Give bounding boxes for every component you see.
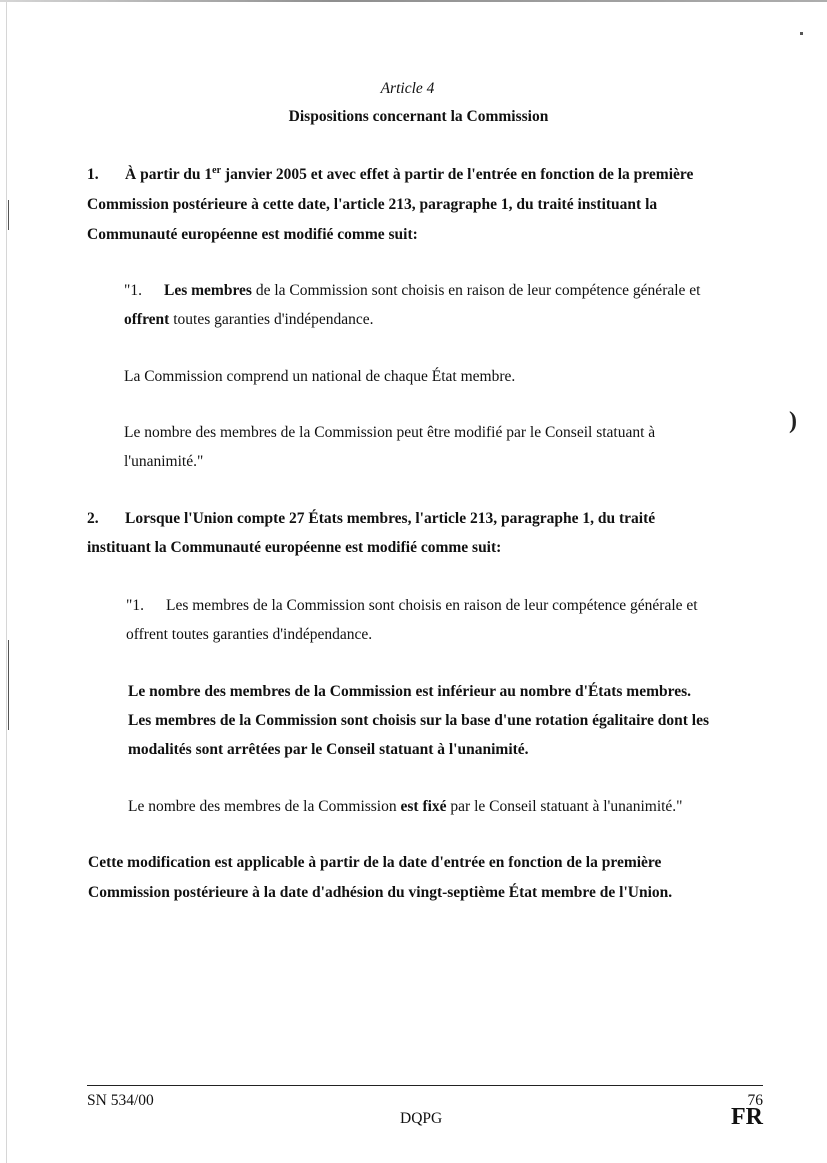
- para2-number: 2.: [87, 510, 99, 527]
- closing-line2: Commission postérieure à la date d'adhésion du vingt-septième État membre de l'Union.: [88, 884, 673, 901]
- footer-rule: [87, 1085, 763, 1086]
- quote2-line2: offrent toutes garanties d'indépendance.: [126, 626, 373, 643]
- quote1-number: "1.: [124, 282, 142, 299]
- para2-line1: 2. Lorsque l'Union compte 27 États membres, l'article 213, paragraphe 1, du traité: [87, 510, 656, 527]
- scan-mark-right-dot: [800, 32, 803, 35]
- footer-doc-ref: SN 534/00: [87, 1092, 154, 1109]
- quote1-line1: "1. Les membres de la Commission sont choisis en raison de leur compétence générale et: [124, 282, 701, 299]
- para1-number: 1.: [87, 166, 99, 183]
- quote2-bold-line1: Le nombre des membres de la Commission est inférieur au nombre d'États membres.: [128, 683, 691, 700]
- quote1-paragraph3-line1: Le nombre des membres de la Commission peut être modifié par le Conseil statuant à: [124, 424, 656, 441]
- scan-edge-left: [6, 0, 7, 1163]
- article-title: Dispositions concernant la Commission: [288, 108, 549, 125]
- quote2-number: "1.: [126, 597, 144, 614]
- quote1-paragraph3-line2: l'unanimité.": [124, 453, 204, 470]
- quote1-line2: offrent toutes garanties d'indépendance.: [124, 311, 374, 328]
- quote2-line1: "1. Les membres de la Commission sont choisis en raison de leur compétence générale et: [126, 597, 698, 614]
- quote2-bold-line2: Les membres de la Commission sont choisis sur la base d'une rotation égalitaire dont les: [128, 712, 709, 729]
- quote1-paragraph2: La Commission comprend un national de chaque État membre.: [124, 368, 516, 385]
- quote2-last-line: Le nombre des membres de la Commission est fixé par le Conseil statuant à l'unanimité.": [128, 798, 683, 815]
- quote2-bold-line3: modalités sont arrêtées par le Conseil statuant à l'unanimité.: [128, 741, 529, 758]
- article-label: Article 4: [380, 80, 435, 97]
- scan-mark-left-2: [8, 640, 9, 730]
- closing-line1: Cette modification est applicable à partir de la date d'entrée en fonction de la première: [88, 854, 662, 871]
- para1-line2: Commission postérieure à cette date, l'article 213, paragraphe 1, du traité instituant la: [87, 196, 658, 213]
- footer-language-code: FR: [731, 1104, 763, 1130]
- scan-mark-right-bracket: ): [789, 408, 797, 434]
- footer-page-number: 76: [747, 1092, 763, 1109]
- para1-line1: 1. À partir du 1er janvier 2005 et avec effet à partir de l'entrée en fonction de la première: [87, 165, 694, 183]
- footer-department: DQPG: [400, 1110, 443, 1127]
- para2-line2: instituant la Communauté européenne est modifié comme suit:: [87, 539, 502, 556]
- scan-edge-top: [0, 0, 827, 2]
- para1-line3: Communauté européenne est modifié comme suit:: [87, 226, 418, 243]
- scan-mark-left-1: [8, 200, 9, 230]
